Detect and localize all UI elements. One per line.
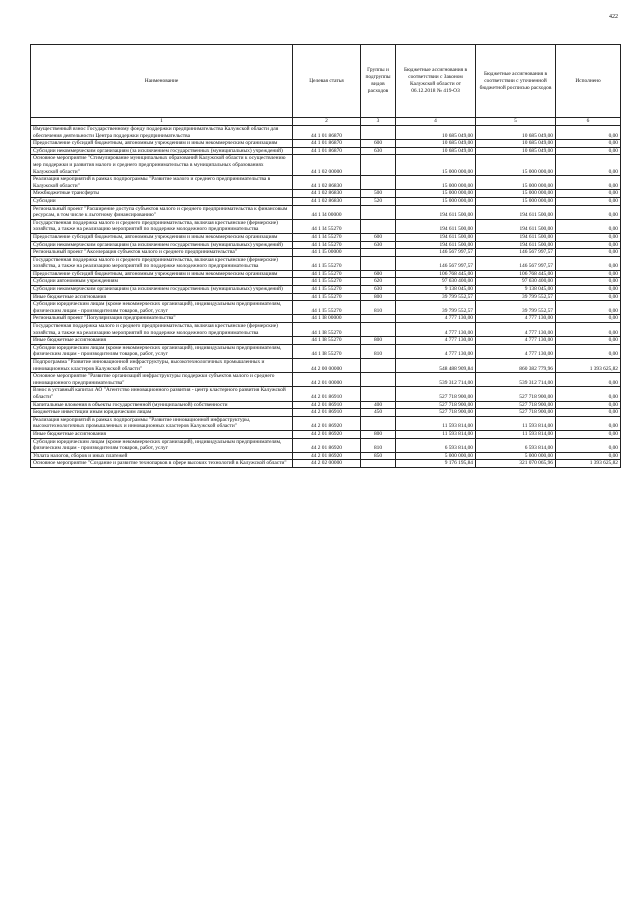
row-executed: 0,00 bbox=[556, 373, 621, 387]
table-row bbox=[31, 219, 621, 233]
row-law-allocation: 527 718 900,00 bbox=[396, 387, 476, 401]
row-name: Предоставление субсидий бюджетным, автономным учреждениям и иным некоммерческим организациям bbox=[31, 233, 293, 241]
table-row bbox=[31, 126, 621, 140]
row-name: Иные бюджетные ассигнования bbox=[31, 293, 293, 301]
row-executed: 0,00 bbox=[556, 219, 621, 233]
row-refined-allocation: 860 382 779,96 bbox=[476, 359, 556, 373]
row-target-article: 44 2 01 86920 bbox=[293, 452, 361, 460]
row-executed: 1 393 625,82 bbox=[556, 359, 621, 373]
table-row bbox=[31, 140, 621, 148]
table-row bbox=[31, 323, 621, 337]
row-law-allocation: 527 718 900,00 bbox=[396, 401, 476, 409]
row-refined-allocation: 11 593 814,00 bbox=[476, 430, 556, 438]
row-refined-allocation: 194 611 500,00 bbox=[476, 219, 556, 233]
row-refined-allocation: 527 718 900,00 bbox=[476, 387, 556, 401]
row-target-article: 44 1 I8 55270 bbox=[293, 337, 361, 345]
row-executed: 0,00 bbox=[556, 205, 621, 219]
row-expense-group: 850 bbox=[361, 452, 396, 460]
row-target-article: 44 1 I5 55270 bbox=[293, 256, 361, 270]
row-expense-group: 520 bbox=[361, 197, 396, 205]
row-expense-group bbox=[361, 373, 396, 387]
row-law-allocation: 10 685 049,00 bbox=[396, 140, 476, 148]
row-target-article: 44 1 01 86870 bbox=[293, 140, 361, 148]
row-target-article: 44 1 I8 55270 bbox=[293, 344, 361, 358]
row-law-allocation: 11 593 814,00 bbox=[396, 430, 476, 438]
row-name: Основное мероприятие "Стимулирование муниципальных образований Калужской области к осуществлению мер поддержки и развития малого и среднего предпринимательства в муниципальных образованиях Калужской области" bbox=[31, 155, 293, 176]
row-law-allocation: 4 777 130,00 bbox=[396, 344, 476, 358]
row-name: Основное мероприятие "Развитие организаций инфраструктуры поддержки субъектов малого и среднего инновационного предпринимательства" bbox=[31, 373, 293, 387]
row-executed: 0,00 bbox=[556, 197, 621, 205]
row-target-article: 44 1 I5 55270 bbox=[293, 270, 361, 278]
row-refined-allocation: 4 777 130,00 bbox=[476, 344, 556, 358]
row-expense-group: 400 bbox=[361, 401, 396, 409]
row-target-article: 44 2 01 86920 bbox=[293, 416, 361, 430]
row-law-allocation: 4 777 130,00 bbox=[396, 337, 476, 345]
row-law-allocation: 527 718 900,00 bbox=[396, 409, 476, 417]
row-law-allocation: 11 593 814,00 bbox=[396, 416, 476, 430]
row-name: Уплата налогов, сборов и иных платежей bbox=[31, 452, 293, 460]
row-name: Предоставление субсидий бюджетным, автономным учреждениям и иным некоммерческим организациям bbox=[31, 270, 293, 278]
row-executed: 0,00 bbox=[556, 416, 621, 430]
row-refined-allocation: 106 768 445,00 bbox=[476, 270, 556, 278]
row-target-article: 44 1 I5 55270 bbox=[293, 293, 361, 301]
row-name: Капитальные вложения в объекты государственной (муниципальной) собственности bbox=[31, 401, 293, 409]
row-target-article: 44 1 I5 55270 bbox=[293, 301, 361, 315]
row-law-allocation: 194 611 500,00 bbox=[396, 219, 476, 233]
table-row bbox=[31, 359, 621, 373]
row-target-article: 44 1 02 86830 bbox=[293, 197, 361, 205]
row-name: Региональный проект "Акселерация субъектов малого и среднего предпринимательства" bbox=[31, 249, 293, 257]
table-row bbox=[31, 301, 621, 315]
row-executed: 0,00 bbox=[556, 387, 621, 401]
row-expense-group: 630 bbox=[361, 286, 396, 294]
table-row bbox=[31, 337, 621, 345]
row-target-article: 44 1 I4 55270 bbox=[293, 233, 361, 241]
row-law-allocation: 15 000 000,00 bbox=[396, 176, 476, 190]
row-law-allocation: 39 799 552,57 bbox=[396, 293, 476, 301]
header-name: Наименование bbox=[31, 45, 293, 118]
row-refined-allocation: 10 685 049,00 bbox=[476, 126, 556, 140]
row-expense-group: 630 bbox=[361, 147, 396, 155]
row-name: Подпрограмма "Развитие инновационной инфраструктуры, высокотехнологичных промышленных и инновационных кластеров Калужской области" bbox=[31, 359, 293, 373]
row-law-allocation: 4 777 130,00 bbox=[396, 315, 476, 323]
row-law-allocation: 146 567 997,57 bbox=[396, 256, 476, 270]
row-expense-group: 810 bbox=[361, 301, 396, 315]
row-law-allocation: 6 593 814,00 bbox=[396, 438, 476, 452]
row-refined-allocation: 15 000 000,00 bbox=[476, 197, 556, 205]
row-name: Межбюджетные трансферты bbox=[31, 190, 293, 198]
row-expense-group bbox=[361, 155, 396, 176]
row-refined-allocation: 539 312 714,00 bbox=[476, 373, 556, 387]
row-expense-group bbox=[361, 323, 396, 337]
row-refined-allocation: 5 000 000,00 bbox=[476, 452, 556, 460]
row-refined-allocation: 6 593 814,00 bbox=[476, 438, 556, 452]
row-executed: 0,00 bbox=[556, 241, 621, 249]
row-law-allocation: 15 000 000,00 bbox=[396, 197, 476, 205]
row-target-article: 44 1 02 86830 bbox=[293, 176, 361, 190]
row-name: Субсидии некоммерческим организациям (за исключением государственных (муниципальных) учреждений) bbox=[31, 286, 293, 294]
row-target-article: 44 2 01 86910 bbox=[293, 387, 361, 401]
row-refined-allocation: 194 611 500,00 bbox=[476, 205, 556, 219]
row-name: Субсидии юридическим лицам (кроме некоммерческих организаций), индивидуальным предпринимателям, физическим лицам - производителям товаров, работ, услуг bbox=[31, 438, 293, 452]
row-target-article: 44 1 02 86830 bbox=[293, 190, 361, 198]
table-row bbox=[31, 416, 621, 430]
row-refined-allocation: 527 718 900,00 bbox=[476, 401, 556, 409]
row-expense-group bbox=[361, 416, 396, 430]
row-name: Взнос в уставный капитал АО "Агентство инновационного развития - центр кластерного развития Калужской области" bbox=[31, 387, 293, 401]
row-executed: 0,00 bbox=[556, 315, 621, 323]
row-executed: 0,00 bbox=[556, 409, 621, 417]
table-row bbox=[31, 205, 621, 219]
table-row bbox=[31, 197, 621, 205]
table-row bbox=[31, 190, 621, 198]
row-executed: 0,00 bbox=[556, 401, 621, 409]
row-target-article: 44 2 01 86910 bbox=[293, 401, 361, 409]
row-expense-group: 800 bbox=[361, 430, 396, 438]
row-target-article: 44 2 01 86920 bbox=[293, 430, 361, 438]
row-executed: 0,00 bbox=[556, 270, 621, 278]
header-executed: Исполнено bbox=[556, 45, 621, 118]
table-row bbox=[31, 155, 621, 176]
column-number: 2 bbox=[293, 118, 361, 126]
table-row bbox=[31, 373, 621, 387]
row-refined-allocation: 10 685 049,00 bbox=[476, 147, 556, 155]
row-refined-allocation: 4 777 130,00 bbox=[476, 337, 556, 345]
row-refined-allocation: 15 000 000,00 bbox=[476, 190, 556, 198]
row-executed: 0,00 bbox=[556, 286, 621, 294]
table-row bbox=[31, 438, 621, 452]
row-expense-group bbox=[361, 219, 396, 233]
row-executed: 0,00 bbox=[556, 452, 621, 460]
header-law-allocation: Бюджетные ассигнования в соответствии с Законом Калужской области от 06.12.2018 № 419-ОЗ bbox=[396, 45, 476, 118]
row-refined-allocation: 4 777 130,00 bbox=[476, 315, 556, 323]
row-refined-allocation: 146 567 997,57 bbox=[476, 256, 556, 270]
row-law-allocation: 9 138 045,00 bbox=[396, 286, 476, 294]
row-name: Иные бюджетные ассигнования bbox=[31, 337, 293, 345]
row-executed: 0,00 bbox=[556, 126, 621, 140]
row-law-allocation: 194 611 500,00 bbox=[396, 233, 476, 241]
row-executed: 0,00 bbox=[556, 140, 621, 148]
row-expense-group: 600 bbox=[361, 270, 396, 278]
row-expense-group bbox=[361, 256, 396, 270]
table-row bbox=[31, 409, 621, 417]
column-number: 6 bbox=[556, 118, 621, 126]
row-law-allocation: 97 630 400,00 bbox=[396, 278, 476, 286]
row-target-article: 44 1 I4 00000 bbox=[293, 205, 361, 219]
table-row bbox=[31, 293, 621, 301]
row-target-article: 44 1 I5 00000 bbox=[293, 249, 361, 257]
table-row bbox=[31, 286, 621, 294]
row-target-article: 44 1 I5 55270 bbox=[293, 286, 361, 294]
column-number: 5 bbox=[476, 118, 556, 126]
row-name: Региональный проект "Расширение доступа субъектов малого и среднего предпринимательства к финансовым ресурсам, в том числе к льготному финансированию" bbox=[31, 205, 293, 219]
row-law-allocation: 194 611 500,00 bbox=[396, 205, 476, 219]
row-expense-group: 800 bbox=[361, 293, 396, 301]
row-executed: 0,00 bbox=[556, 430, 621, 438]
row-refined-allocation: 9 138 045,00 bbox=[476, 286, 556, 294]
row-expense-group: 500 bbox=[361, 190, 396, 198]
row-law-allocation: 548 488 909,84 bbox=[396, 359, 476, 373]
page-number: 422 bbox=[609, 14, 618, 20]
row-executed: 0,00 bbox=[556, 438, 621, 452]
row-expense-group: 600 bbox=[361, 233, 396, 241]
row-law-allocation: 15 000 000,00 bbox=[396, 190, 476, 198]
row-law-allocation: 10 685 049,00 bbox=[396, 126, 476, 140]
row-target-article: 44 1 I5 55270 bbox=[293, 278, 361, 286]
row-name: Государственная поддержка малого и среднего предпринимательства, включая крестьянские (фермерские) хозяйства, а также на реализацию мероприятий по поддержке молодежного предпринимательства bbox=[31, 256, 293, 270]
row-expense-group: 630 bbox=[361, 241, 396, 249]
row-executed: 0,00 bbox=[556, 301, 621, 315]
header-row bbox=[31, 45, 621, 118]
table-row bbox=[31, 344, 621, 358]
header-refined-allocation: Бюджетные ассигнования в соответствии с уточненной бюджетной росписью расходов bbox=[476, 45, 556, 118]
row-expense-group bbox=[361, 126, 396, 140]
row-law-allocation: 106 768 445,00 bbox=[396, 270, 476, 278]
row-name: Иные бюджетные ассигнования bbox=[31, 430, 293, 438]
row-target-article: 44 2 01 86920 bbox=[293, 438, 361, 452]
row-target-article: 44 2 01 00000 bbox=[293, 373, 361, 387]
row-expense-group: 450 bbox=[361, 409, 396, 417]
row-expense-group bbox=[361, 315, 396, 323]
row-law-allocation: 15 000 000,00 bbox=[396, 155, 476, 176]
row-law-allocation: 9 176 195,84 bbox=[396, 460, 476, 468]
row-executed: 0,00 bbox=[556, 256, 621, 270]
column-number: 1 bbox=[31, 118, 293, 126]
row-name: Имущественный взнос Государственному фонду поддержки предпринимательства Калужской области для обеспечения деятельности Центра поддержки предпринимательства bbox=[31, 126, 293, 140]
row-refined-allocation: 527 718 900,00 bbox=[476, 409, 556, 417]
row-expense-group bbox=[361, 460, 396, 468]
row-name: Субсидии юридическим лицам (кроме некоммерческих организаций), индивидуальным предпринимателям, физическим лицам - производителям товаров, работ, услуг bbox=[31, 344, 293, 358]
row-target-article: 44 1 01 86870 bbox=[293, 147, 361, 155]
row-name: Реализация мероприятий в рамках подпрограммы "Развитие малого и среднего предпринимательства в Калужской области" bbox=[31, 176, 293, 190]
row-target-article: 44 1 I4 55270 bbox=[293, 241, 361, 249]
row-refined-allocation: 194 611 500,00 bbox=[476, 241, 556, 249]
table-row bbox=[31, 147, 621, 155]
row-name: Субсидии некоммерческим организациям (за исключением государственных (муниципальных) учреждений) bbox=[31, 241, 293, 249]
row-name: Региональный проект "Популяризация предпринимательства" bbox=[31, 315, 293, 323]
row-expense-group bbox=[361, 387, 396, 401]
row-law-allocation: 4 777 130,00 bbox=[396, 323, 476, 337]
row-expense-group: 810 bbox=[361, 344, 396, 358]
row-name: Субсидии юридическим лицам (кроме некоммерческих организаций), индивидуальным предпринимателям, физическим лицам - производителям товаров, работ, услуг bbox=[31, 301, 293, 315]
table-row bbox=[31, 176, 621, 190]
row-executed: 0,00 bbox=[556, 155, 621, 176]
row-expense-group: 600 bbox=[361, 140, 396, 148]
row-executed: 0,00 bbox=[556, 249, 621, 257]
row-executed: 0,00 bbox=[556, 323, 621, 337]
row-refined-allocation: 97 630 400,00 bbox=[476, 278, 556, 286]
table-row bbox=[31, 315, 621, 323]
row-refined-allocation: 10 685 049,00 bbox=[476, 140, 556, 148]
row-expense-group bbox=[361, 359, 396, 373]
row-refined-allocation: 146 567 997,57 bbox=[476, 249, 556, 257]
row-target-article: 44 1 I8 55270 bbox=[293, 323, 361, 337]
row-refined-allocation: 11 593 814,00 bbox=[476, 416, 556, 430]
table-row bbox=[31, 249, 621, 257]
row-law-allocation: 5 000 000,00 bbox=[396, 452, 476, 460]
row-expense-group: 810 bbox=[361, 438, 396, 452]
row-executed: 0,00 bbox=[556, 344, 621, 358]
row-refined-allocation: 15 000 000,00 bbox=[476, 176, 556, 190]
row-target-article: 44 2 00 00000 bbox=[293, 359, 361, 373]
row-executed: 0,00 bbox=[556, 176, 621, 190]
row-name: Основное мероприятие "Создание и развитие технопарков в сфере высоких технологий в Калужской области" bbox=[31, 460, 293, 468]
row-law-allocation: 539 312 714,00 bbox=[396, 373, 476, 387]
row-refined-allocation: 4 777 130,00 bbox=[476, 323, 556, 337]
table-row bbox=[31, 460, 621, 468]
row-executed: 1 393 625,82 bbox=[556, 460, 621, 468]
row-executed: 0,00 bbox=[556, 278, 621, 286]
row-name: Субсидии автономным учреждениям bbox=[31, 278, 293, 286]
row-expense-group bbox=[361, 205, 396, 219]
header-expense-group: Группы и подгруппы видов расходов bbox=[361, 45, 396, 118]
row-executed: 0,00 bbox=[556, 293, 621, 301]
row-target-article: 44 2 02 00000 bbox=[293, 460, 361, 468]
row-executed: 0,00 bbox=[556, 190, 621, 198]
row-refined-allocation: 39 799 552,57 bbox=[476, 293, 556, 301]
table-row bbox=[31, 233, 621, 241]
column-number-row bbox=[31, 118, 621, 126]
column-number: 4 bbox=[396, 118, 476, 126]
row-name: Субсидии bbox=[31, 197, 293, 205]
row-target-article: 44 2 01 86910 bbox=[293, 409, 361, 417]
row-executed: 0,00 bbox=[556, 233, 621, 241]
table-row bbox=[31, 401, 621, 409]
row-law-allocation: 194 611 500,00 bbox=[396, 241, 476, 249]
row-refined-allocation: 194 611 500,00 bbox=[476, 233, 556, 241]
table-row bbox=[31, 256, 621, 270]
table-row bbox=[31, 241, 621, 249]
row-expense-group: 800 bbox=[361, 337, 396, 345]
row-target-article: 44 1 01 86870 bbox=[293, 126, 361, 140]
row-law-allocation: 146 567 997,57 bbox=[396, 249, 476, 257]
row-target-article: 44 1 I8 00000 bbox=[293, 315, 361, 323]
row-executed: 0,00 bbox=[556, 147, 621, 155]
row-law-allocation: 39 799 552,57 bbox=[396, 301, 476, 315]
table-row bbox=[31, 452, 621, 460]
row-expense-group bbox=[361, 249, 396, 257]
budget-table bbox=[30, 44, 621, 468]
row-name: Бюджетные инвестиции иным юридическим лицам bbox=[31, 409, 293, 417]
row-expense-group bbox=[361, 176, 396, 190]
column-number: 3 bbox=[361, 118, 396, 126]
table-row bbox=[31, 430, 621, 438]
row-refined-allocation: 321 070 065,96 bbox=[476, 460, 556, 468]
row-law-allocation: 10 685 049,00 bbox=[396, 147, 476, 155]
row-name: Государственная поддержка малого и среднего предпринимательства, включая крестьянские (фермерские) хозяйства, а также на реализацию мероприятий по поддержке молодежного предпринимательства bbox=[31, 323, 293, 337]
table-row bbox=[31, 278, 621, 286]
table-row bbox=[31, 387, 621, 401]
row-refined-allocation: 15 000 000,00 bbox=[476, 155, 556, 176]
table-row bbox=[31, 270, 621, 278]
row-target-article: 44 1 I4 55270 bbox=[293, 219, 361, 233]
row-name: Государственная поддержка малого и среднего предпринимательства, включая крестьянские (фермерские) хозяйства, а также на реализацию мероприятий по поддержке молодежного предпринимательства bbox=[31, 219, 293, 233]
row-name: Предоставление субсидий бюджетным, автономным учреждениям и иным некоммерческим организациям bbox=[31, 140, 293, 148]
row-name: Субсидии некоммерческим организациям (за исключением государственных (муниципальных) учреждений) bbox=[31, 147, 293, 155]
row-executed: 0,00 bbox=[556, 337, 621, 345]
header-target-article: Целевая статья bbox=[293, 45, 361, 118]
row-refined-allocation: 39 799 552,57 bbox=[476, 301, 556, 315]
row-name: Реализация мероприятий в рамках подпрограммы "Развитие инновационной инфраструктуры, высокотехнологичных промышленных и инновационных кластеров Калужской области" bbox=[31, 416, 293, 430]
row-target-article: 44 1 02 00000 bbox=[293, 155, 361, 176]
row-expense-group: 620 bbox=[361, 278, 396, 286]
